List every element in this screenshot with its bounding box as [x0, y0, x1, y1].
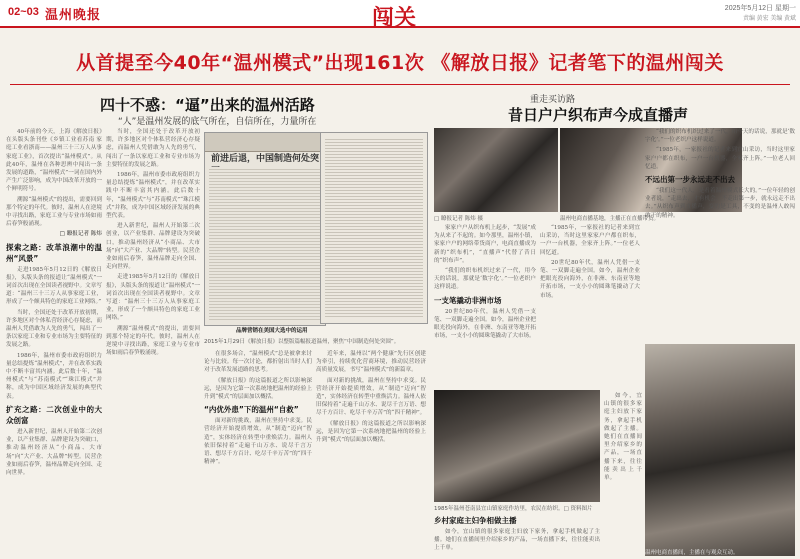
paragraph: 家家户户从织布机上起步，“发展”成为从来了不起的。如今那里，温州小镇，家家户户的网络带货商户，电商直播成为新的“织布机”，“直播声”代替了昔日的“织布声”。	[434, 225, 536, 264]
paragraph: 40年前的今天，上海《解放日报》在头版头条刊登《乡镇工业看苏南 家庭工业看浙南——温州三十三万人从事家庭工业》，首次提出“温州模式”。从此40年，温州在各种思辨中闯出一条发展的道路，“温州模式”一词在国内外产生广泛影响，成为中国改革开放的一个鲜明符号。	[6, 129, 102, 193]
paragraph: “我们的织布机织过来了一代，用今天的话说，那就是‘数字化’。”一位老织户这样说道。	[645, 129, 795, 144]
paragraph: 如今，宜山镇的很多家庭主妇放下家务，拿起手机做起了主播。她们在直播间里介绍家乡的产品，一场直播下来，往往能卖出上千单。	[604, 393, 642, 482]
paragraph: 溯源“温州模式”的提出，需要回到那个特定的年代。彼时，温州人在逆境中寻找出路，家庭工业与专业市场如雨后春笋般涌现。	[106, 325, 200, 357]
paragraph: “我们这一代人，是看着温州模式长大的。”一位年轻的创业者说，“走出去，才有机会。不走出第一步，就永远走不出去。”从织布声到直播声，变的是工具，不变的是温州人敢闯敢干的精神。	[645, 188, 795, 219]
section-title: 闯关	[372, 5, 417, 31]
paragraph: “1985年，一家报社的记者来到宜山采访，当时这里家家户户都在织布，一户一台机器，全家齐上阵。”一位老人回忆道。	[540, 225, 640, 256]
left-column-2	[106, 128, 200, 556]
middle-column-2	[316, 350, 426, 556]
byline: □ 瞭报记者 陈炜	[59, 231, 102, 238]
section-heading: “内优外患”下的温州“自救”	[204, 405, 299, 415]
issue-date: 2025年5月12日 星期一	[724, 5, 796, 12]
newspaper-text-lines	[325, 137, 423, 319]
livestream-photo-caption: 温州电商直播基地，主播正在直播带货。	[560, 216, 660, 222]
office-photo	[434, 128, 558, 212]
left-story-deck: “人”是温州发展的底气所在，自信所在，力量所在	[118, 117, 317, 127]
paragraph: 《解放日报》的这篇报道之所以影响深远，是因为它第一次系统地把温州的经验上升到“模式”的层面加以概括。	[316, 420, 426, 444]
newspaper-2-caption: 品牌营销在美国大选中的运用	[236, 328, 308, 334]
loom-photo-caption: 1985年温州苍南县宜山镇家庭作坊里，农民在纺织。□ 资料图片	[434, 506, 593, 512]
right-column-2	[540, 224, 640, 388]
middle-column-1	[204, 350, 312, 556]
newspaper-text-lines	[209, 167, 321, 321]
paragraph: “我们的织布机织过来了一代，用今天的话说，那就是‘数字化’。”一位老织户这样说道。	[434, 268, 536, 291]
headline-rule	[10, 84, 790, 85]
paragraph: 面对新的挑战，温州在坚持中求变。民营经济开始提质增效，从“制造”迈向“智造”，实体经济在转型中重焕活力。温州人依旧保持着“走遍千山万水、说尽千言万语、想尽千方百计、吃尽千辛万苦”的“四千精神”。	[316, 377, 426, 417]
editor-credits: 责编 黄宏 美编 黄斌	[742, 16, 796, 22]
right-column-1	[434, 224, 536, 388]
paragraph: 1986年，温州市委市政府组织力量总结提炼“温州模式”，并在改革实践中不断丰富其内涵。此后数十年，“温州模式”与“苏南模式”“珠江模式”并称，成为中国区域经济发展的典型代表。	[6, 352, 102, 400]
paragraph: 进入新世纪，温州人开始第二次创业，以产业集群、品牌建设为突破口，推动温州经济从“小商品、大市场”向“大产业、大品牌”转型。民营企业如雨后春笋，温州品牌走向全国、走向世界。	[6, 428, 102, 476]
paragraph: 20世纪80年代，温州人凭借一支笔、一双脚走遍全国。如今，温州企业把眼光投向海外，在非洲、东南亚等地开拓市场，一支小小的圆珠笔撬动了大市场。	[434, 308, 536, 340]
main-headline: 从首提至今40年“温州模式”出现161次 《解放日报》记者笔下的温州闯关	[76, 52, 724, 74]
paragraph: 《解放日报》的这篇报道之所以影响深远，是因为它第一次系统地把温州的经验上升到“模式”的层面加以概括。	[204, 377, 312, 401]
newspaper-caption: 2015年1月29日《解放日报》以整版篇幅报道温州，聚焦“中国制造何处突围”。	[204, 339, 400, 345]
paragraph: 溯源“温州模式”的提出，需要回到那个特定的年代。彼时，温州人在逆境中寻找出路，家庭工业与专业市场如雨后春笋般涌现。	[6, 196, 102, 228]
paragraph: 面对新的挑战，温州在坚持中求变。民营经济开始提质增效，从“制造”迈向“智造”，实体经济在转型中重焕活力。温州人依旧保持着“走遍千山万水、说尽千言万语、想尽千方百计、吃尽千辛万苦”的“四千精神”。	[204, 418, 312, 466]
newspaper-clipping-title: 前进后退，中国制造何处突	[211, 154, 320, 164]
paragraph: 在很多场合，“温州模式”总是被拿来讨论与比较。每一次讨论，都折射出当时人们对于改革发展道路的思考。	[204, 351, 312, 374]
paragraph: 当时，全国还处于改革开放初期，许多地区对个体私营经济心存疑虑，而温州人凭借敢为人先的勇气，闯出了一条以家庭工业和专业市场为主要特征的发展之路。	[106, 129, 200, 168]
paragraph: 1986年，温州市委市政府组织力量总结提炼“温州模式”，并在改革实践中不断丰富其内涵。此后数十年，“温州模式”与“苏南模式”“珠江模式”并称，成为中国区域经济发展的典型代表。	[106, 172, 200, 220]
section-heading: 扩充之路：二次创业中的大众创富	[6, 404, 102, 425]
newspaper-masthead	[205, 133, 325, 152]
paragraph: “1985年，一家报社的记者来到宜山采访，当时这里家家户户都在织布，一户一台机器，全家齐上阵。”一位老人回忆道。	[645, 147, 795, 170]
paragraph: 当时，全国还处于改革开放初期，许多地区对个体私营经济心存疑虑，而温州人凭借敢为人先的勇气，闯出了一条以家庭工业和专业市场为主要特征的发展之路。	[6, 309, 102, 349]
paragraph: 走进1985年5月12日的《解放日报》，头版头条的报道让“温州模式”一词首次出现在全国读者视野中。文章写道：“温州三十三万人从事家庭工业，形成了一个颇具特色的家庭工业网络。”	[6, 266, 102, 306]
paragraph: 如今，宜山镇的很多家庭主妇放下家务，拿起手机做起了主播。她们在直播间里介绍家乡的产品，一场直播下来，往往能卖出上千单。	[434, 529, 600, 552]
paragraph: 进入新世纪，温州人开始第二次创业，以产业集群、品牌建设为突破口，推动温州经济从“小商品、大市场”向“大产业、大品牌”转型。民营企业如雨后春笋，温州品牌走向全国、走向世界。	[106, 223, 200, 271]
loom-workshop-photo	[434, 390, 600, 502]
section-heading: 乡村家庭主妇争相做主播	[434, 516, 517, 525]
page-header	[0, 0, 800, 31]
right-story-title: 昔日户户织布声今成直播声	[508, 106, 689, 124]
newspaper-clipping-image-2	[320, 132, 428, 324]
section-heading: 一支笔撬动非洲市场	[434, 295, 502, 305]
crowd-livestream-photo	[645, 344, 795, 556]
paragraph: 20世纪80年代，温州人凭借一支笔、一双脚走遍全国。如今，温州企业把眼光投向海外，在非洲、东南亚等地开拓市场，一支小小的圆珠笔撬动了大市场。	[540, 259, 640, 299]
right-column-3	[604, 392, 642, 556]
page-number: 02~03	[8, 6, 39, 18]
right-column-bottom	[434, 512, 600, 556]
section-heading: 探索之路：改革浪潮中的温州“风景”	[6, 242, 102, 263]
paragraph: 近年来，温州以“两个健康”先行区创建为牵引，持续优化营商环境，推动民营经济高质量发展，书写“温州模式”的新篇章。	[316, 351, 426, 374]
office-photo-credit: □ 瞭报记者 陈炜 摄	[434, 216, 483, 222]
left-story-title: 四十不惑：“逼”出来的温州活路	[100, 96, 315, 114]
left-column-1	[6, 128, 102, 556]
newspaper-name: 温州晚报	[45, 8, 102, 23]
right-column-4	[645, 128, 795, 342]
crowd-photo-caption: 温州电商直播间，主播在与观众互动。	[645, 550, 739, 556]
right-story-kicker: 重走买访路	[530, 95, 576, 105]
newspaper-clipping-image	[204, 132, 326, 326]
paragraph: 走进1985年5月12日的《解放日报》，头版头条的报道让“温州模式”一词首次出现在全国读者视野中。文章写道：“温州三十三万人从事家庭工业，形成了一个颇具特色的家庭工业网络。”	[106, 274, 200, 322]
section-heading: 不远出第一步永远走不出去	[645, 175, 735, 185]
